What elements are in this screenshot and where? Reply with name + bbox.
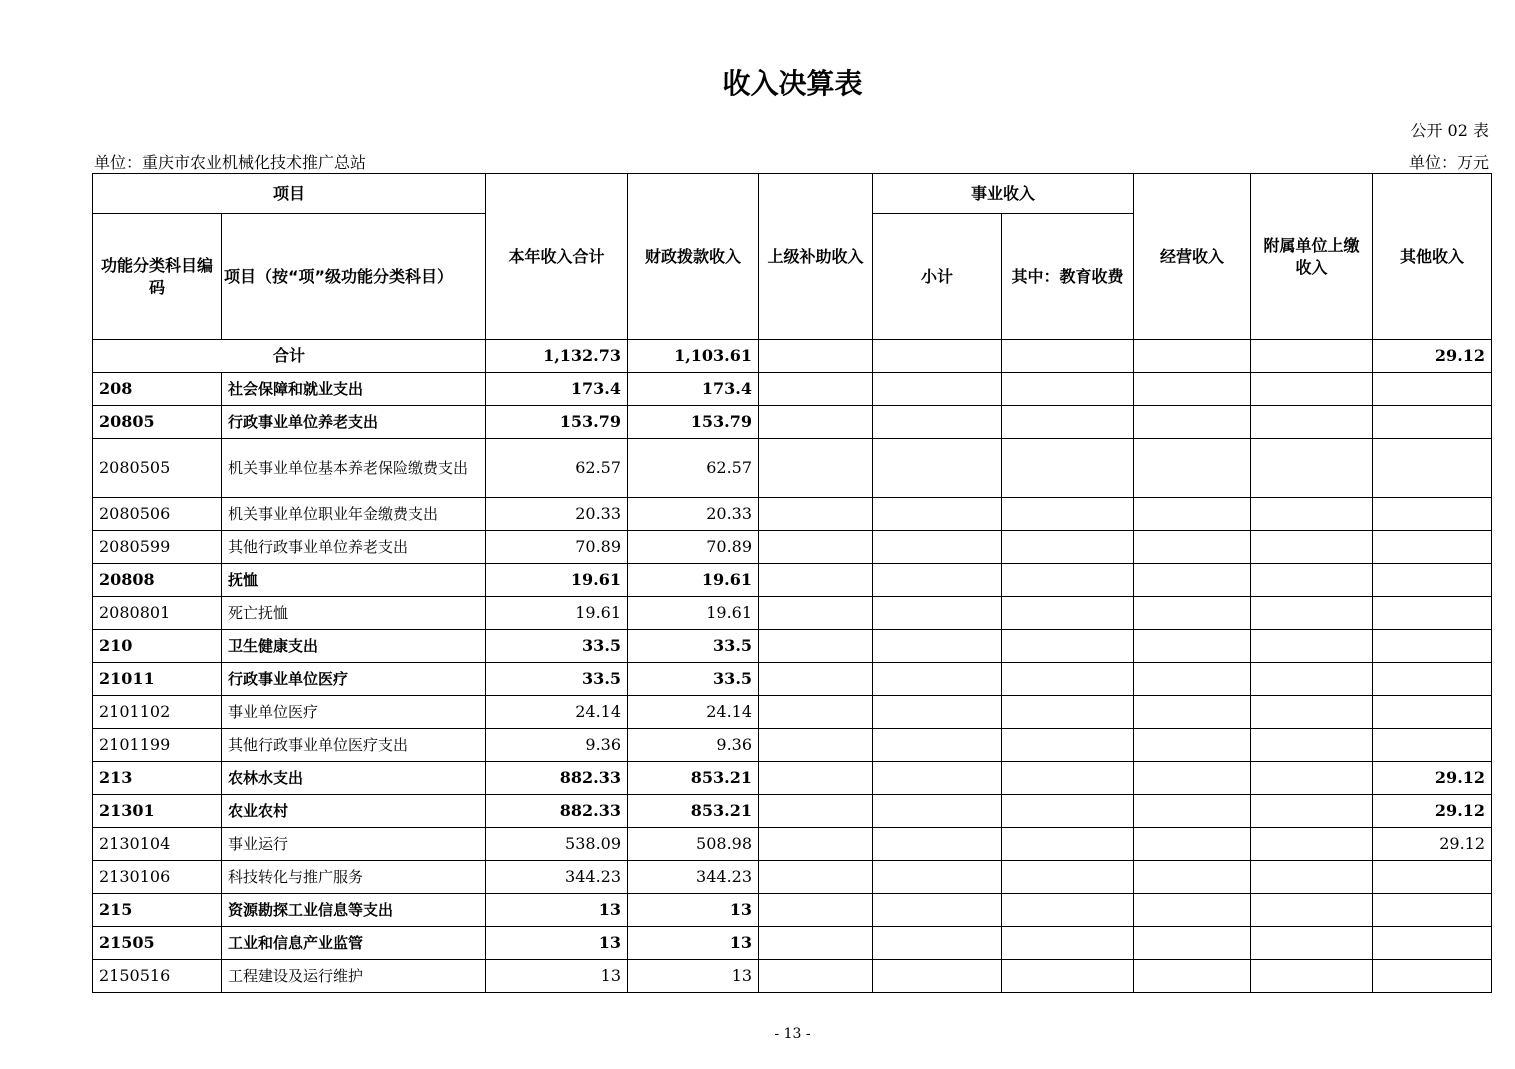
row-total: 9.36 — [486, 729, 628, 762]
table-row — [93, 762, 1492, 795]
row-affiliated — [1251, 597, 1373, 630]
row-superior — [759, 406, 873, 439]
table-row — [93, 663, 1492, 696]
row-subtotal — [873, 894, 1002, 927]
row-name: 事业单位医疗 — [222, 696, 486, 729]
row-name: 机关事业单位职业年金缴费支出 — [222, 498, 486, 531]
row-name: 卫生健康支出 — [222, 630, 486, 663]
row-education — [1002, 630, 1134, 663]
row-fiscal: 13 — [628, 894, 759, 927]
row-operating — [1134, 696, 1251, 729]
row-subtotal — [873, 663, 1002, 696]
row-other — [1373, 630, 1492, 663]
row-other — [1373, 663, 1492, 696]
total-row-education — [1002, 340, 1134, 373]
row-code: 21505 — [93, 927, 222, 960]
row-code: 20808 — [93, 564, 222, 597]
total-row-subtotal — [873, 340, 1002, 373]
row-code: 2101102 — [93, 696, 222, 729]
header-operating-income: 经营收入 — [1134, 174, 1251, 340]
row-other — [1373, 531, 1492, 564]
row-code: 2080599 — [93, 531, 222, 564]
row-affiliated — [1251, 828, 1373, 861]
row-other — [1373, 439, 1492, 498]
row-total: 538.09 — [486, 828, 628, 861]
row-education — [1002, 663, 1134, 696]
row-fiscal: 19.61 — [628, 564, 759, 597]
row-operating — [1134, 861, 1251, 894]
row-subtotal — [873, 927, 1002, 960]
row-code: 213 — [93, 762, 222, 795]
row-fiscal: 33.5 — [628, 663, 759, 696]
row-superior — [759, 927, 873, 960]
row-name: 社会保障和就业支出 — [222, 373, 486, 406]
row-affiliated — [1251, 960, 1373, 993]
row-other — [1373, 406, 1492, 439]
row-operating — [1134, 564, 1251, 597]
header-superior-subsidy: 上级补助收入 — [759, 174, 873, 340]
row-operating — [1134, 597, 1251, 630]
row-subtotal — [873, 795, 1002, 828]
row-code: 2101199 — [93, 729, 222, 762]
row-fiscal: 33.5 — [628, 630, 759, 663]
row-affiliated — [1251, 439, 1373, 498]
row-operating — [1134, 828, 1251, 861]
row-education — [1002, 498, 1134, 531]
row-operating — [1134, 927, 1251, 960]
row-affiliated — [1251, 927, 1373, 960]
row-education — [1002, 894, 1134, 927]
organization-unit-label: 单位：重庆市农业机械化技术推广总站 — [94, 153, 367, 172]
row-code: 21011 — [93, 663, 222, 696]
row-other: 29.12 — [1373, 762, 1492, 795]
row-other: 29.12 — [1373, 828, 1492, 861]
row-other: 29.12 — [1373, 795, 1492, 828]
row-operating — [1134, 729, 1251, 762]
row-name: 科技转化与推广服务 — [222, 861, 486, 894]
row-code: 2080801 — [93, 597, 222, 630]
table-row — [93, 696, 1492, 729]
row-superior — [759, 894, 873, 927]
row-name: 抚恤 — [222, 564, 486, 597]
header-subtotal: 小计 — [873, 214, 1002, 340]
row-superior — [759, 828, 873, 861]
table-row — [93, 498, 1492, 531]
row-code: 2080505 — [93, 439, 222, 498]
row-total: 13 — [486, 960, 628, 993]
row-affiliated — [1251, 531, 1373, 564]
row-subtotal — [873, 696, 1002, 729]
table-row — [93, 597, 1492, 630]
row-total: 19.61 — [486, 564, 628, 597]
row-total: 33.5 — [486, 630, 628, 663]
row-name: 农业农村 — [222, 795, 486, 828]
row-superior — [759, 795, 873, 828]
row-total: 153.79 — [486, 406, 628, 439]
row-education — [1002, 564, 1134, 597]
row-fiscal: 13 — [628, 927, 759, 960]
row-name: 死亡抚恤 — [222, 597, 486, 630]
row-fiscal: 70.89 — [628, 531, 759, 564]
row-affiliated — [1251, 762, 1373, 795]
row-superior — [759, 630, 873, 663]
row-operating — [1134, 663, 1251, 696]
row-education — [1002, 828, 1134, 861]
table-code-label: 公开 02 表 — [1410, 121, 1489, 140]
row-subtotal — [873, 531, 1002, 564]
row-superior — [759, 729, 873, 762]
row-code: 215 — [93, 894, 222, 927]
row-fiscal: 62.57 — [628, 439, 759, 498]
row-operating — [1134, 406, 1251, 439]
row-other — [1373, 564, 1492, 597]
total-row-fiscal: 1,103.61 — [628, 340, 759, 373]
header-code: 功能分类科目编码 — [93, 214, 222, 340]
row-total: 173.4 — [486, 373, 628, 406]
header-fiscal-income: 财政拨款收入 — [628, 174, 759, 340]
row-subtotal — [873, 960, 1002, 993]
row-subtotal — [873, 762, 1002, 795]
page-title: 收入决算表 — [722, 67, 863, 100]
table-row — [93, 531, 1492, 564]
row-code: 210 — [93, 630, 222, 663]
row-superior — [759, 960, 873, 993]
row-education — [1002, 439, 1134, 498]
row-superior — [759, 762, 873, 795]
row-other — [1373, 498, 1492, 531]
table-row — [93, 795, 1492, 828]
header-total-income: 本年收入合计 — [486, 174, 628, 340]
header-project: 项目 — [93, 174, 486, 214]
row-subtotal — [873, 373, 1002, 406]
row-other — [1373, 729, 1492, 762]
row-name: 资源勘探工业信息等支出 — [222, 894, 486, 927]
row-fiscal: 173.4 — [628, 373, 759, 406]
row-affiliated — [1251, 373, 1373, 406]
header-other-income: 其他收入 — [1373, 174, 1492, 340]
row-subtotal — [873, 828, 1002, 861]
row-name: 行政事业单位医疗 — [222, 663, 486, 696]
row-education — [1002, 729, 1134, 762]
row-subtotal — [873, 564, 1002, 597]
row-operating — [1134, 498, 1251, 531]
row-fiscal: 344.23 — [628, 861, 759, 894]
row-subtotal — [873, 729, 1002, 762]
header-education-fee: 其中：教育收费 — [1002, 214, 1134, 340]
table-row — [93, 630, 1492, 663]
row-affiliated — [1251, 498, 1373, 531]
row-affiliated — [1251, 406, 1373, 439]
row-total: 20.33 — [486, 498, 628, 531]
row-operating — [1134, 531, 1251, 564]
row-operating — [1134, 960, 1251, 993]
row-superior — [759, 373, 873, 406]
page-number: - 13 - — [774, 1026, 811, 1042]
row-operating — [1134, 795, 1251, 828]
total-row-other: 29.12 — [1373, 340, 1492, 373]
row-operating — [1134, 630, 1251, 663]
row-subtotal — [873, 439, 1002, 498]
row-other — [1373, 597, 1492, 630]
row-total: 19.61 — [486, 597, 628, 630]
row-name: 工业和信息产业监管 — [222, 927, 486, 960]
row-other — [1373, 696, 1492, 729]
row-affiliated — [1251, 861, 1373, 894]
total-row-label: 合计 — [93, 340, 486, 373]
row-other — [1373, 894, 1492, 927]
row-code: 20805 — [93, 406, 222, 439]
row-code: 21301 — [93, 795, 222, 828]
table-row — [93, 960, 1492, 993]
row-other — [1373, 960, 1492, 993]
row-superior — [759, 564, 873, 597]
row-name: 事业运行 — [222, 828, 486, 861]
row-fiscal: 19.61 — [628, 597, 759, 630]
row-name: 工程建设及运行维护 — [222, 960, 486, 993]
header-business-income: 事业收入 — [873, 174, 1134, 214]
row-operating — [1134, 894, 1251, 927]
row-affiliated — [1251, 894, 1373, 927]
row-other — [1373, 927, 1492, 960]
row-name: 其他行政事业单位养老支出 — [222, 531, 486, 564]
header-affiliated-income: 附属单位上缴收入 — [1251, 174, 1373, 340]
row-affiliated — [1251, 696, 1373, 729]
row-education — [1002, 406, 1134, 439]
header-item-name: 项目（按“项”级功能分类科目） — [222, 214, 486, 340]
row-education — [1002, 531, 1134, 564]
row-superior — [759, 861, 873, 894]
row-code: 2130106 — [93, 861, 222, 894]
row-education — [1002, 762, 1134, 795]
row-code: 2130104 — [93, 828, 222, 861]
row-subtotal — [873, 630, 1002, 663]
row-code: 2080506 — [93, 498, 222, 531]
row-name: 其他行政事业单位医疗支出 — [222, 729, 486, 762]
total-row — [93, 340, 1492, 373]
row-total: 344.23 — [486, 861, 628, 894]
row-name: 农林水支出 — [222, 762, 486, 795]
row-affiliated — [1251, 729, 1373, 762]
row-education — [1002, 927, 1134, 960]
row-superior — [759, 696, 873, 729]
row-superior — [759, 498, 873, 531]
table-row — [93, 439, 1492, 498]
row-operating — [1134, 439, 1251, 498]
row-affiliated — [1251, 564, 1373, 597]
row-total: 62.57 — [486, 439, 628, 498]
table-row — [93, 373, 1492, 406]
row-superior — [759, 531, 873, 564]
table-row — [93, 406, 1492, 439]
row-operating — [1134, 762, 1251, 795]
row-superior — [759, 597, 873, 630]
row-education — [1002, 795, 1134, 828]
row-fiscal: 20.33 — [628, 498, 759, 531]
row-education — [1002, 960, 1134, 993]
table-row — [93, 564, 1492, 597]
income-statement-table — [92, 173, 1492, 993]
row-total: 70.89 — [486, 531, 628, 564]
table-row — [93, 861, 1492, 894]
table-row — [93, 894, 1492, 927]
currency-unit-label: 单位：万元 — [1408, 153, 1489, 172]
row-code: 2150516 — [93, 960, 222, 993]
table-row — [93, 927, 1492, 960]
row-total: 13 — [486, 894, 628, 927]
row-other — [1373, 861, 1492, 894]
row-subtotal — [873, 597, 1002, 630]
total-row-affiliated — [1251, 340, 1373, 373]
row-affiliated — [1251, 663, 1373, 696]
row-fiscal: 153.79 — [628, 406, 759, 439]
row-fiscal: 9.36 — [628, 729, 759, 762]
row-subtotal — [873, 861, 1002, 894]
row-total: 24.14 — [486, 696, 628, 729]
total-row-total: 1,132.73 — [486, 340, 628, 373]
row-other — [1373, 373, 1492, 406]
table-row — [93, 729, 1492, 762]
row-fiscal: 508.98 — [628, 828, 759, 861]
row-fiscal: 13 — [628, 960, 759, 993]
row-superior — [759, 663, 873, 696]
row-fiscal: 853.21 — [628, 795, 759, 828]
total-row-superior — [759, 340, 873, 373]
row-code: 208 — [93, 373, 222, 406]
row-education — [1002, 696, 1134, 729]
row-total: 33.5 — [486, 663, 628, 696]
row-affiliated — [1251, 630, 1373, 663]
total-row-operating — [1134, 340, 1251, 373]
row-fiscal: 853.21 — [628, 762, 759, 795]
row-name: 行政事业单位养老支出 — [222, 406, 486, 439]
row-fiscal: 24.14 — [628, 696, 759, 729]
row-subtotal — [873, 498, 1002, 531]
row-total: 13 — [486, 927, 628, 960]
table-row — [93, 828, 1492, 861]
row-total: 882.33 — [486, 762, 628, 795]
row-education — [1002, 861, 1134, 894]
row-subtotal — [873, 406, 1002, 439]
row-education — [1002, 597, 1134, 630]
row-affiliated — [1251, 795, 1373, 828]
row-operating — [1134, 373, 1251, 406]
row-superior — [759, 439, 873, 498]
row-name: 机关事业单位基本养老保险缴费支出 — [222, 439, 486, 498]
row-education — [1002, 373, 1134, 406]
row-total: 882.33 — [486, 795, 628, 828]
